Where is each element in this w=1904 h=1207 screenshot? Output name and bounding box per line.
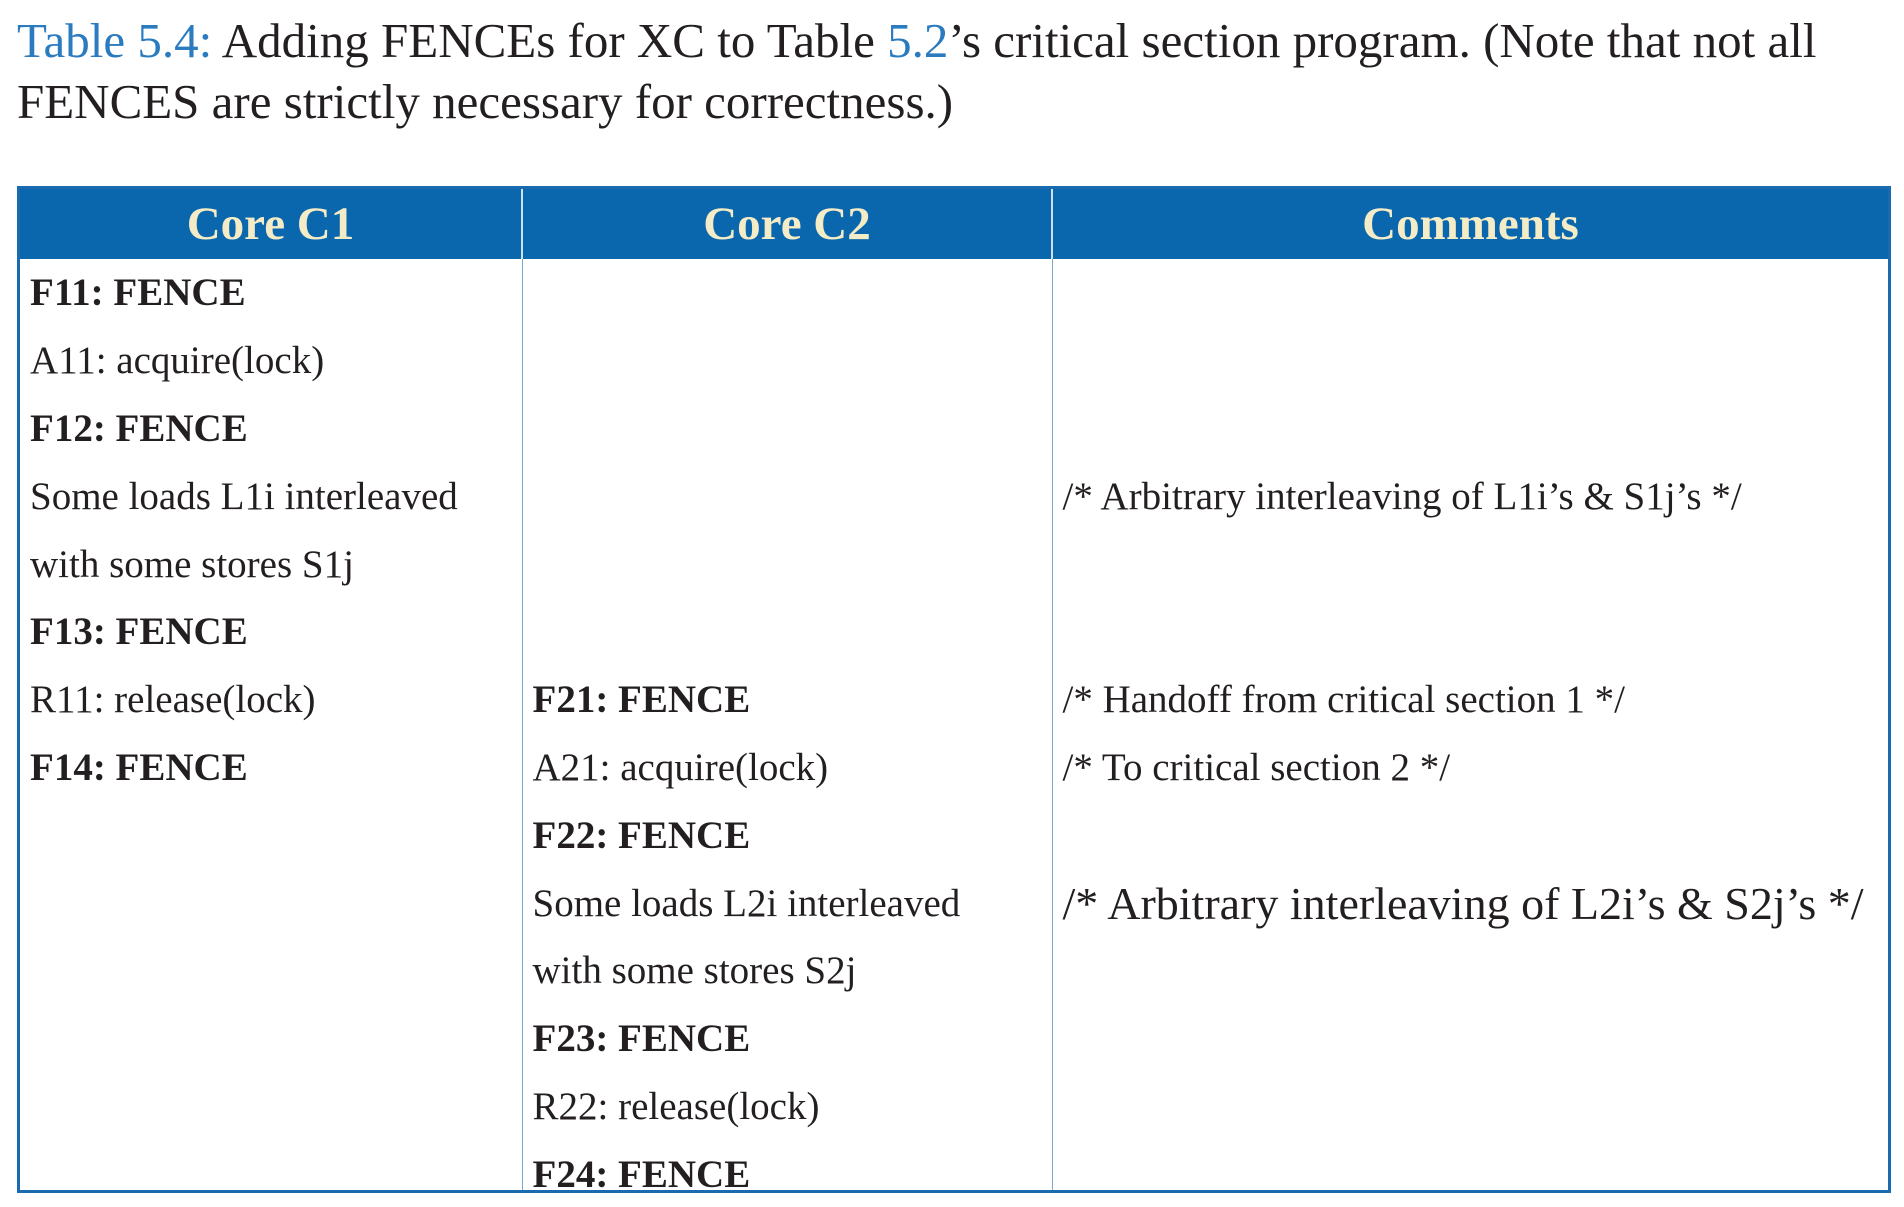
core-c1-cell [20,869,522,937]
core-c1-cell: R11: release(lock) [30,678,316,722]
table-row [20,869,1888,937]
caption-table-ref-link[interactable]: 5.2 [887,13,949,68]
comment-cell [1052,598,1888,666]
core-c2-cell: F24: FENCE [522,1140,1052,1193]
table-body [20,259,1888,1193]
table-row [20,734,1888,802]
table-row [20,327,1888,395]
core-c1-cell: Some loads L1i interleaved [30,474,458,518]
core-c2-cell: F23: FENCE [522,1005,1052,1073]
core-c2-cell: A21: acquire(lock) [522,734,1052,802]
core-c2-cell [522,462,1052,530]
core-c1-cell: F11: FENCE [30,271,246,315]
comment-cell [1052,1005,1888,1073]
caption-text-a: Adding FENCEs for XC to Table [212,13,888,68]
core-c2-cell [522,327,1052,395]
comment-cell [1052,801,1888,869]
table-row [20,1073,1888,1141]
comment-cell [1052,530,1888,598]
comment-cell [1052,937,1888,1005]
table-row [20,1140,1888,1193]
table-row [20,395,1888,463]
table-row [20,598,1888,666]
core-c1-cell [20,801,522,869]
comment-cell [1052,259,1888,327]
core-c2-cell [522,530,1052,598]
core-c1-cell [20,937,522,1005]
core-c2-cell [522,259,1052,327]
caption-text-b: ’s critical section program. (Note that not all FENCES are strictly necessary for correctness.) [17,13,1817,129]
table-row [20,666,1888,734]
comment-cell: /* To critical section 2 */ [1052,734,1888,802]
table-row [20,937,1888,1005]
table-row [20,530,1888,598]
comment-cell [1052,1140,1888,1193]
core-c2-cell: Some loads L2i interleaved [522,869,1052,937]
core-c1-cell [20,1140,522,1193]
comment-cell [1052,395,1888,463]
header-core-c2: Core C2 [522,189,1052,259]
caption-label: Table 5.4: [17,13,213,68]
core-c1-cell: F12: FENCE [30,406,248,450]
core-c1-cell [20,1005,522,1073]
header-core-c1: Core C1 [20,189,522,259]
core-c1-cell: F13: FENCE [30,610,248,654]
table-row [20,801,1888,869]
core-c1-cell [20,1073,522,1141]
comment-cell: /* Handoff from critical section 1 */ [1052,666,1888,734]
comment-cell [1052,327,1888,395]
core-c2-cell [522,395,1052,463]
core-c2-cell [522,598,1052,666]
comment-cell [1052,1073,1888,1141]
table-row [20,259,1888,327]
table-caption [17,10,1887,132]
fence-table [17,186,1891,1193]
table-row [20,1005,1888,1073]
core-c2-cell: with some stores S2j [522,937,1052,1005]
core-c1-cell: A11: acquire(lock) [30,339,325,383]
table-header-row [20,189,1888,259]
table-row [20,462,1888,530]
core-c1-cell: F14: FENCE [30,745,248,789]
core-c1-cell: with some stores S1j [30,542,354,586]
header-comments: Comments [1052,189,1888,259]
comment-cell: /* Arbitrary interleaving of L2i’s & S2j’s */ [1052,869,1888,937]
comment-cell: /* Arbitrary interleaving of L1i’s & S1j’s */ [1052,462,1888,530]
core-c2-cell: F22: FENCE [522,801,1052,869]
core-c2-cell: R22: release(lock) [522,1073,1052,1141]
core-c2-cell: F21: FENCE [522,666,1052,734]
